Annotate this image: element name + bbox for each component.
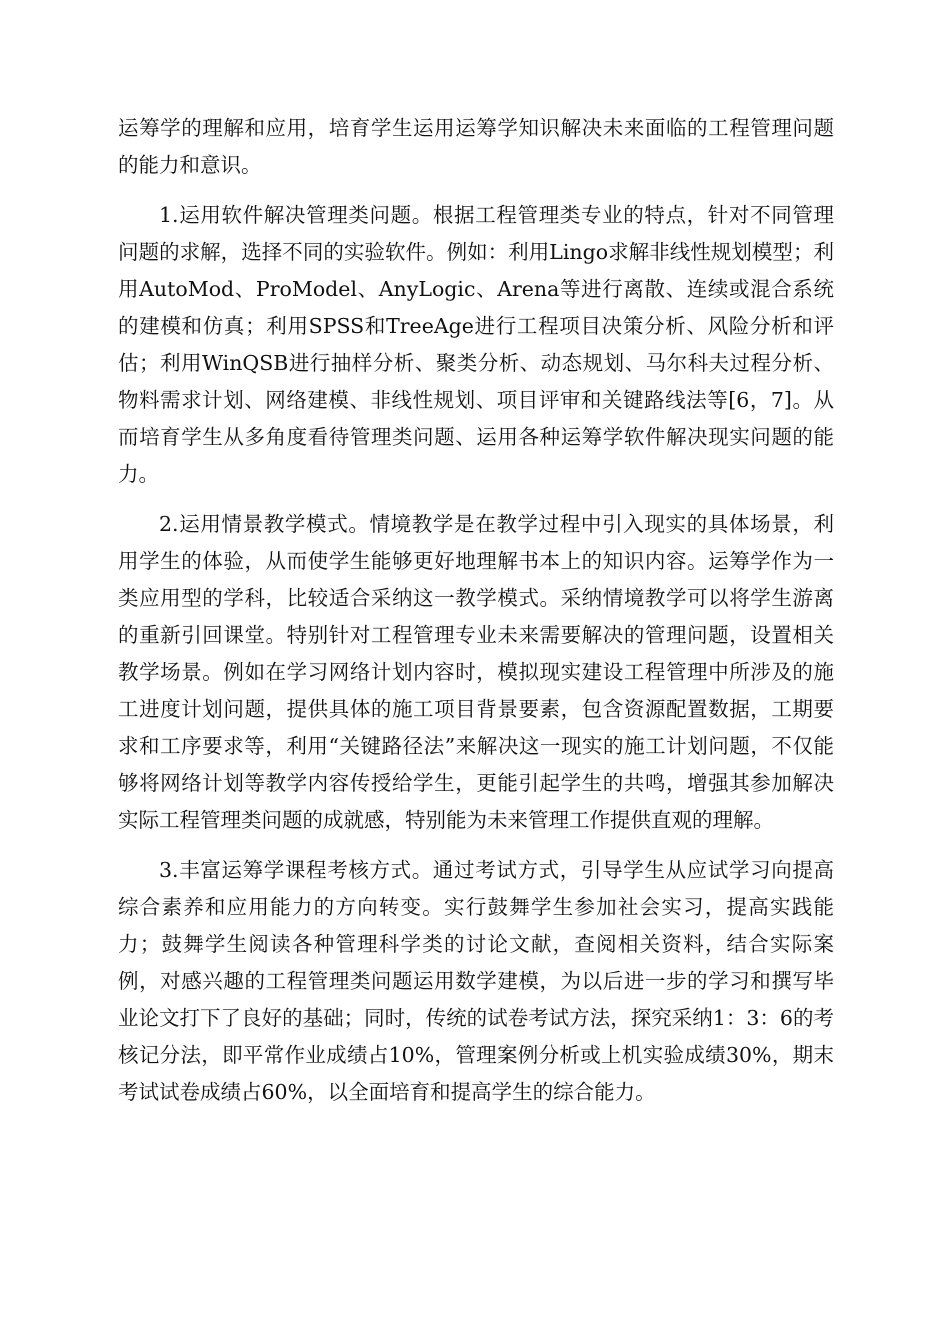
paragraph-assessment: 3.丰富运筹学课程考核方式。通过考试方式，引导学生从应试学习向提高综合素养和应用能力的方向转变。实行鼓舞学生参加社会实习，提高实践能力；鼓舞学生阅读各种管理科学类的讨论文献，查阅相关资料，结合实际案例，对感兴趣的工程管理类问题运用数学建模，为以后进一步的学习和撰写毕业论文打下了良好的基础；同时，传统的试卷考试方法，探究采纳1：3：6的考核记分法，即平常作业成绩占10%，管理案例分析或上机实验成绩30%，期末考试试卷成绩占60%，以全面培育和提高学生的综合能力。: [118, 858, 834, 1104]
paragraph-situational-teaching: 2.运用情景教学模式。情境教学是在教学过程中引入现实的具体场景，利用学生的体验，从而使学生能够更好地理解书本上的知识内容。运筹学作为一类应用型的学科，比较适合采纳这一教学模式。采纳情境教学可以将学生游离的重新引回课堂。特别针对工程管理专业未来需要解决的管理问题，设置相关教学场景。例如在学习网络计划内容时，模拟现实建设工程管理中所涉及的施工进度计划问题，提供具体的施工项目背景要素，包含资源配置数据，工期要求和工序要求等，利用“关键路径法”来解决这一现实的施工计划问题，不仅能够将网络计划等教学内容传授给学生，更能引起学生的共鸣，增强其参加解决实际工程管理类问题的成就感，特别能为未来管理工作提供直观的理解。: [118, 512, 834, 832]
paragraph-intro-continuation: 运筹学的理解和应用，培育学生运用运筹学知识解决未来面临的工程管理问题的能力和意识。: [118, 116, 834, 177]
document-body: [118, 110, 834, 1111]
paragraph-software: 1.运用软件解决管理类问题。根据工程管理类专业的特点，针对不同管理问题的求解，选择不同的实验软件。例如：利用Lingo求解非线性规划模型；利用AutoMod、ProModel、AnyLogic、Arena等进行离散、连续或混合系统的建模和仿真；利用SPSS和TreeAge进行工程项目决策分析、风险分析和评估；利用WinQSB进行抽样分析、聚类分析、动态规划、马尔科夫过程分析、物料需求计划、网络建模、非线性规划、项目评审和关键路线法等[6，7]。从而培育学生从多角度看待管理类问题、运用各种运筹学软件解决现实问题的能力。: [118, 203, 834, 486]
